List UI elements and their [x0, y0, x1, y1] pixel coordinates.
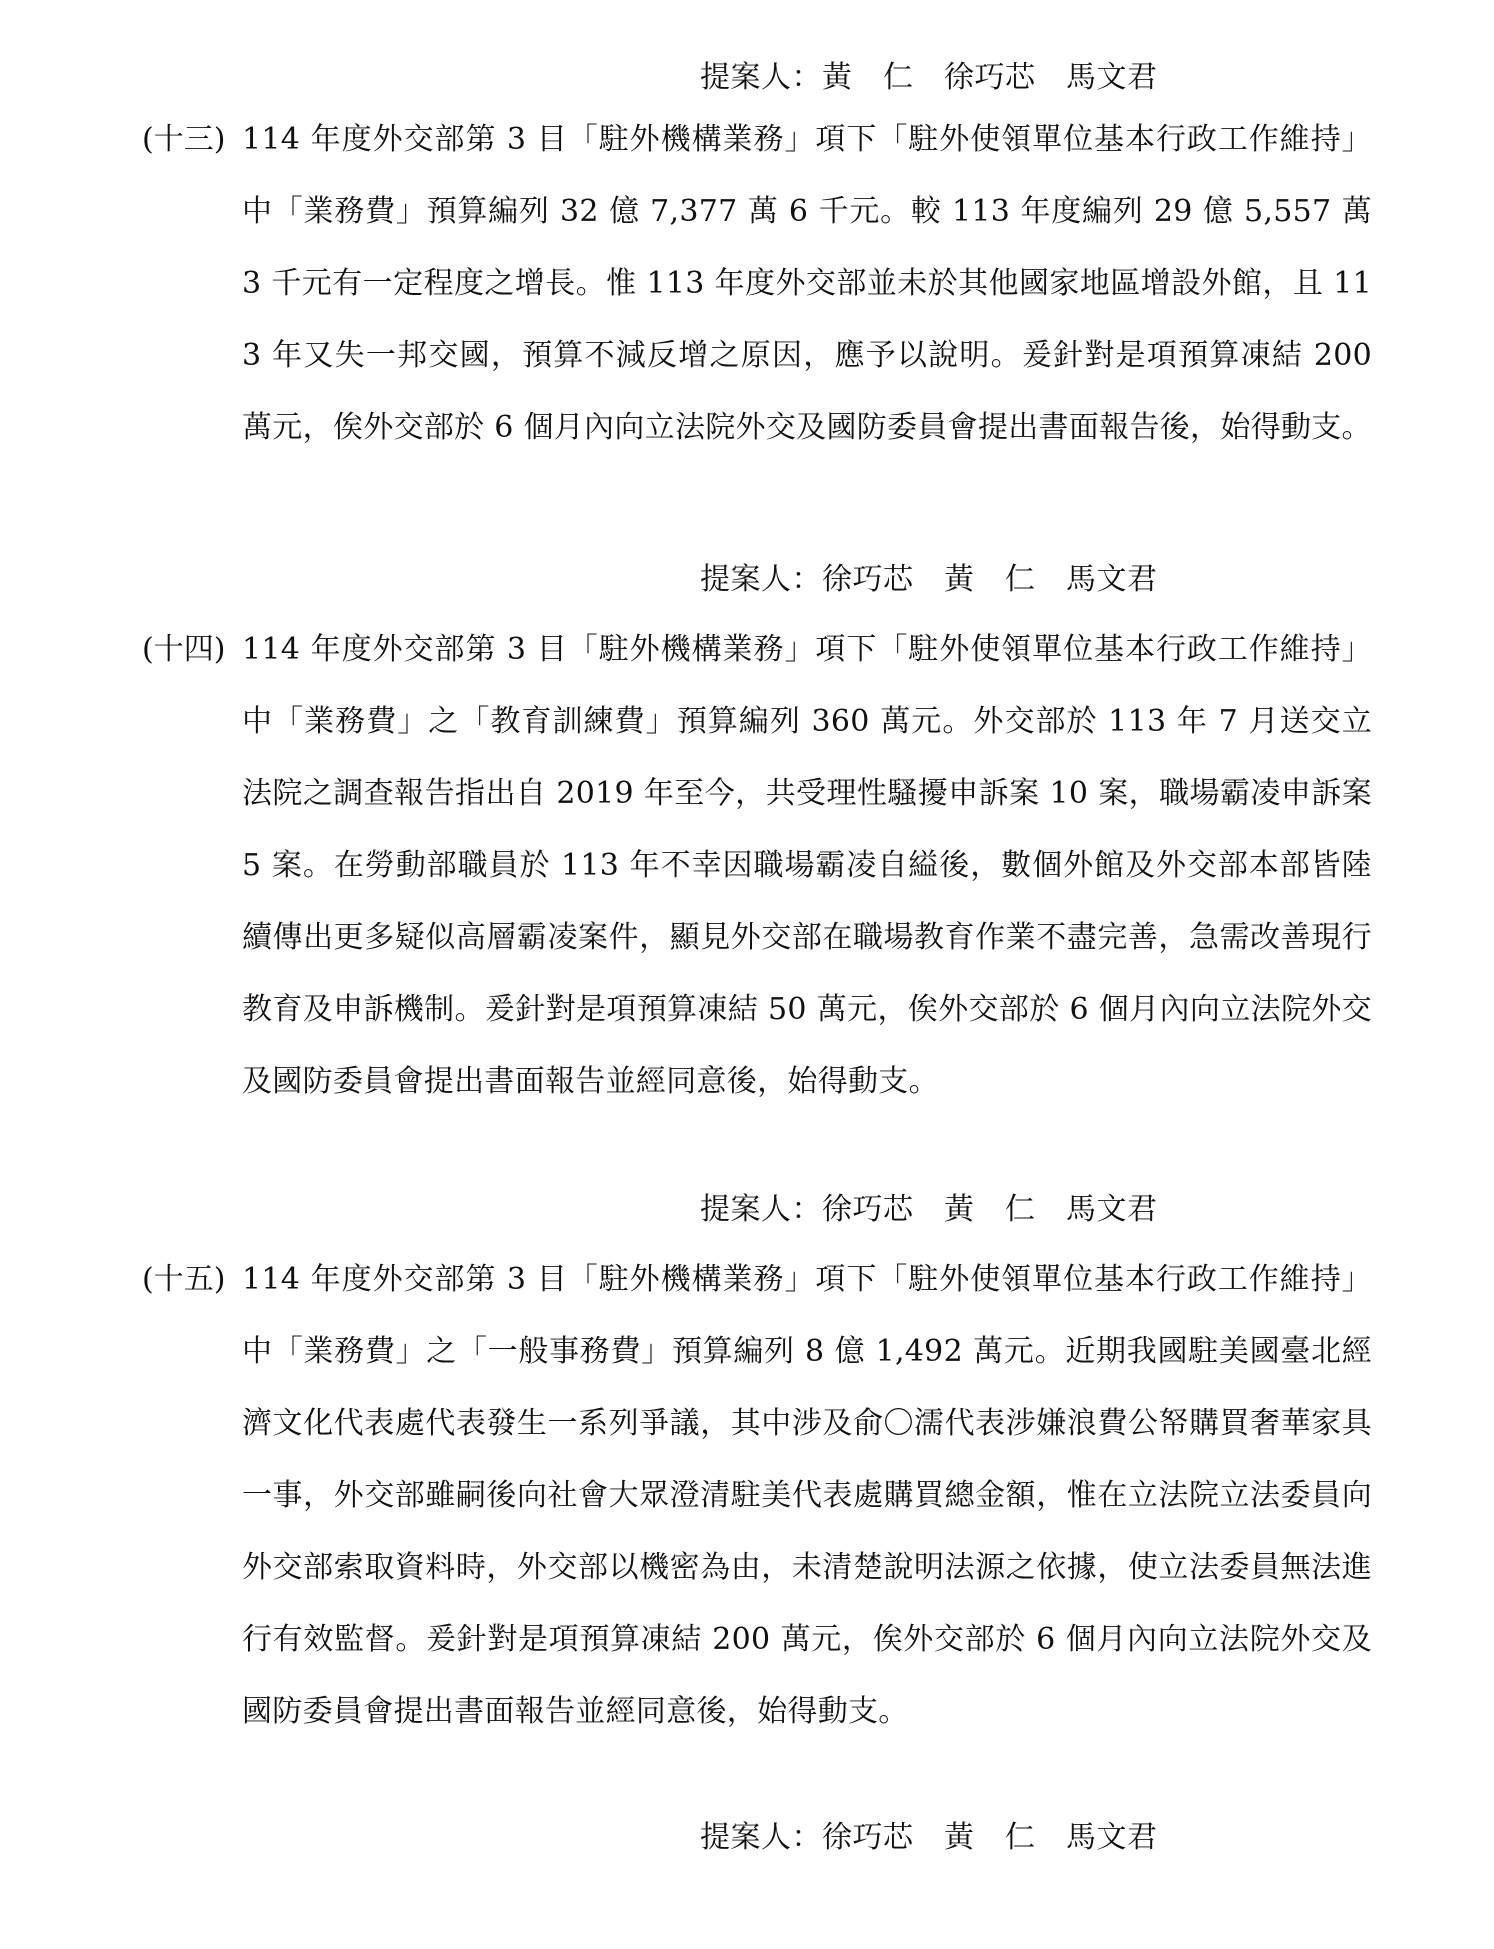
item-number: (十四) — [142, 632, 226, 667]
proposer-line: 提案人：徐巧芯 黃 仁 馬文君 — [700, 1820, 1158, 1855]
item-number: (十五) — [142, 1262, 226, 1297]
budget-item-15 — [142, 1244, 1372, 1748]
proposer-line: 提案人：徐巧芯 黃 仁 馬文君 — [700, 562, 1158, 597]
proposer-line: 提案人：徐巧芯 黃 仁 馬文君 — [700, 1192, 1158, 1227]
budget-item-13 — [142, 104, 1372, 464]
proposer-line: 提案人：黃 仁 徐巧芯 馬文君 — [700, 60, 1158, 95]
item-text: 114 年度外交部第 3 目「駐外機構業務」項下「駐外使領單位基本行政工作維持」中「業務費」之「一般事務費」預算編列 8 億 1,492 萬元。近期我國駐美國臺北經濟文化代表處代表發生一系列爭議，其中涉及俞〇濡代表涉嫌浪費公帑購買奢華家具一事，外交部雖嗣後向社會大眾澄清駐美代表處購買總金額，惟在立法院立法委員向外交部索取資料時，外交部以機密為由，未清楚說明法源之依據，使立法委員無法進行有效監督。爰針對是項預算凍結 200 萬元，俟外交部於 6 個月內向立法院外交及國防委員會提出書面報告並經同意後，始得動支。 — [242, 1262, 1372, 1729]
item-text: 114 年度外交部第 3 目「駐外機構業務」項下「駐外使領單位基本行政工作維持」中「業務費」之「教育訓練費」預算編列 360 萬元。外交部於 113 年 7 月送交立法院之調查報告指出自 2019 年至今，共受理性騷擾申訴案 10 案，職場霸凌申訴案 5 案。在勞動部職員於 113 年不幸因職場霸凌自縊後，數個外館及外交部本部皆陸續傳出更多疑似高層霸凌案件，顯見外交部在職場教育作業不盡完善，急需改善現行教育及申訴機制。爰針對是項預算凍結 50 萬元，俟外交部於 6 個月內向立法院外交及國防委員會提出書面報告並經同意後，始得動支。 — [242, 632, 1372, 1099]
item-text: 114 年度外交部第 3 目「駐外機構業務」項下「駐外使領單位基本行政工作維持」中「業務費」預算編列 32 億 7,377 萬 6 千元。較 113 年度編列 29 億 5,557 萬 3 千元有一定程度之增長。惟 113 年度外交部並未於其他國家地區增設外館，且 113 年又失一邦交國，預算不減反增之原因，應予以說明。爰針對是項預算凍結 200 萬元，俟外交部於 6 個月內向立法院外交及國防委員會提出書面報告後，始得動支。 — [242, 122, 1372, 445]
item-number: (十三) — [142, 122, 226, 157]
budget-item-14 — [142, 614, 1372, 1118]
